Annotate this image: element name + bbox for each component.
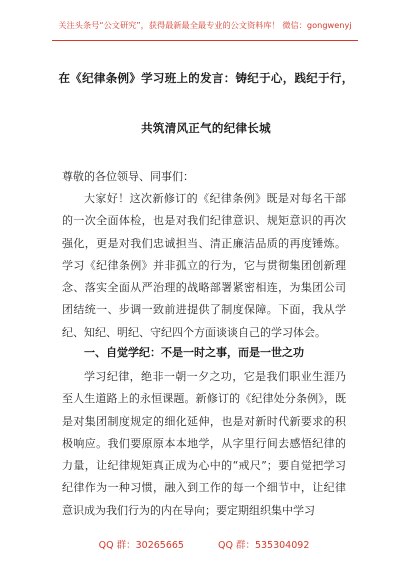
header-divider <box>52 40 358 41</box>
document-title-line-1: 在《纪律条例》学习班上的发言：铸纪于心，践纪于行， <box>58 71 354 85</box>
section-heading-1: 一、自觉学纪：不是一时之事，而是一世之功 <box>84 346 304 359</box>
paragraph-section-1: 学习纪律，绝非一朝一夕之功，它是我们职业生涯乃至人生道路上的永恒课题。新修订的《纪律处分条例》，既是对集团制度规定的细化延伸，也是对新时代新要求的积极响应。我们要原原本本地学，从字里行间去感悟纪律的力量，让纪律规矩真正成为心中的“戒尺”；要自觉把学习纪律作为一种习惯，融入到工作的每一个细节中，让纪律意识成为我们行为的内在导向；要定期组织集中学习 <box>62 370 346 517</box>
document-title-line-2: 共筑清风正气的纪律长城 <box>141 121 271 135</box>
paragraph-intro: 大家好！这次新修订的《纪律条例》既是对每名干部的一次全面体检，也是对我们纪律意识、规矩意识的再次强化，更是对我们忠诚担当、清正廉洁品质的再度锤炼。学习《纪律条例》并非孤立的行为，它与贯彻集团创新理念、落实全面从严治理的战略部署紧密相连，为集团公司团结统一、步调一致前进提供了制度保障。下面，我从学纪、知纪、明纪、守纪四个方面谈谈自己的学习体会。 <box>62 192 346 339</box>
page-header-note: 关注头条号“公文研究”，获得最新最全最专业的公文资料库！ 微信：gongwenyj <box>58 20 352 30</box>
footer-qq-group-1: QQ 群：30265665 <box>98 540 184 551</box>
footer-qq-group-2: QQ 群：535304092 <box>217 540 310 551</box>
page-footer <box>0 537 408 551</box>
greeting: 尊敬的各位领导、同事们： <box>62 170 194 183</box>
